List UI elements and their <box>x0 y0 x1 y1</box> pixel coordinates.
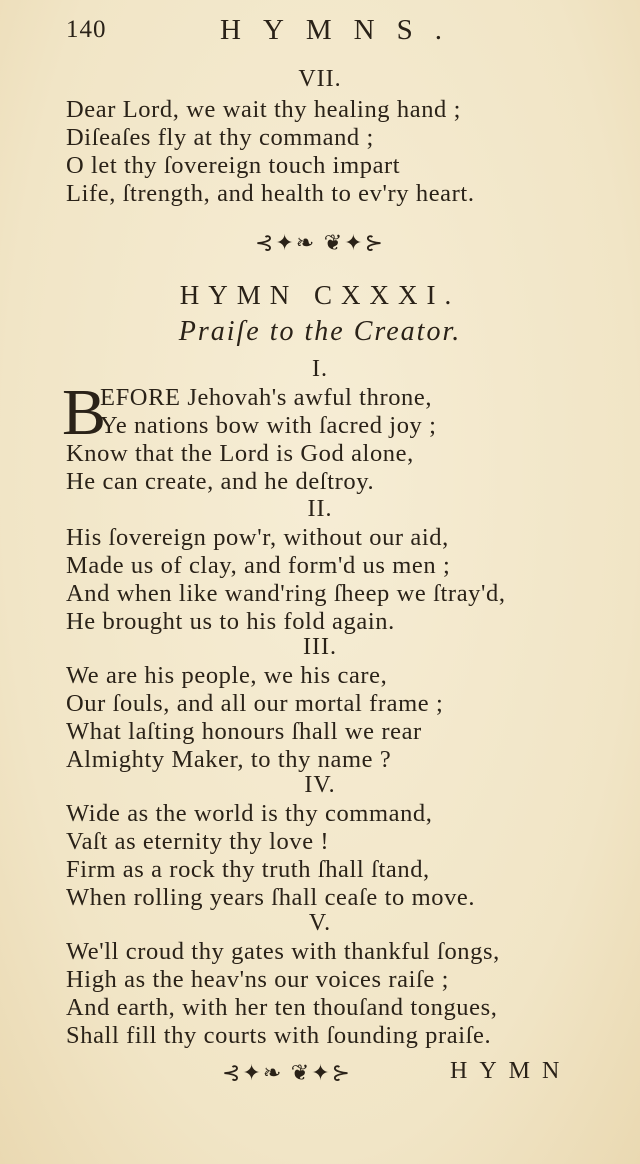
stanza-number: VII. <box>298 66 342 92</box>
catchword: HYMN <box>450 1058 572 1084</box>
verse-line: His ſovereign pow'r, without our aid, <box>66 524 449 551</box>
verse-line: And earth, with her ten thouſand tongues, <box>66 994 498 1021</box>
verse-line: We'll croud thy gates with thankful ſongs, <box>66 938 500 965</box>
verse-line: Our ſouls, and all our mortal frame ; <box>66 690 444 717</box>
stanza-number: I. <box>312 356 328 382</box>
hymn-title: HYMN CXXXI. <box>179 280 461 310</box>
verse-line: What laſting honours ſhall we rear <box>66 718 422 745</box>
verse-line: When rolling years ſhall ceaſe to move. <box>66 884 476 911</box>
page-header <box>66 12 566 52</box>
verse-line: Dear Lord, we wait thy healing hand ; <box>66 96 462 123</box>
verse-line: Firm as a rock thy truth ſhall ſtand, <box>66 856 430 883</box>
verse-line: He can create, and he deſtroy. <box>66 468 375 495</box>
verse-line: Made us of clay, and form'd us men ; <box>66 552 451 579</box>
page-number: 140 <box>66 16 107 43</box>
verse-line: He brought us to his fold again. <box>66 608 395 635</box>
verse-line: We are his people, we his care, <box>66 662 388 689</box>
verse-line: Know that the Lord is God alone, <box>66 440 414 467</box>
running-title: HYMNS. <box>220 14 464 46</box>
stanza-number: V. <box>308 910 332 936</box>
drop-cap: B <box>62 376 107 449</box>
verse-line: EFORE Jehovah's awful throne, <box>100 384 433 411</box>
verse-line: Diſeaſes fly at thy command ; <box>66 124 374 151</box>
verse-line: O let thy ſovereign touch impart <box>66 152 401 179</box>
verse-line: Vaſt as eternity thy love ! <box>66 828 330 855</box>
hymn-subtitle: Praiſe to the Creator. <box>178 316 462 347</box>
stanza-number: II. <box>307 496 333 522</box>
ornament-divider: ⊰✦❧ ❦✦⊱ <box>222 1060 353 1085</box>
verse-line: Almighty Maker, to thy name ? <box>66 746 392 773</box>
stanza-number: IV. <box>304 772 336 798</box>
verse-line: And when like wand'ring ſheep we ſtray'd, <box>66 580 506 607</box>
verse-line: High as the heav'ns our voices raiſe ; <box>66 966 450 993</box>
verse-line: Wide as the world is thy command, <box>66 800 433 827</box>
ornament-divider: ⊰✦❧ ❦✦⊱ <box>254 230 386 255</box>
verse-line: Shall fill thy courts with ſounding praiſe. <box>66 1022 492 1049</box>
stanza-number: III. <box>303 634 337 660</box>
verse-line: Life, ſtrength, and health to ev'ry heart. <box>66 180 475 207</box>
verse-line: Ye nations bow with ſacred joy ; <box>100 412 437 439</box>
